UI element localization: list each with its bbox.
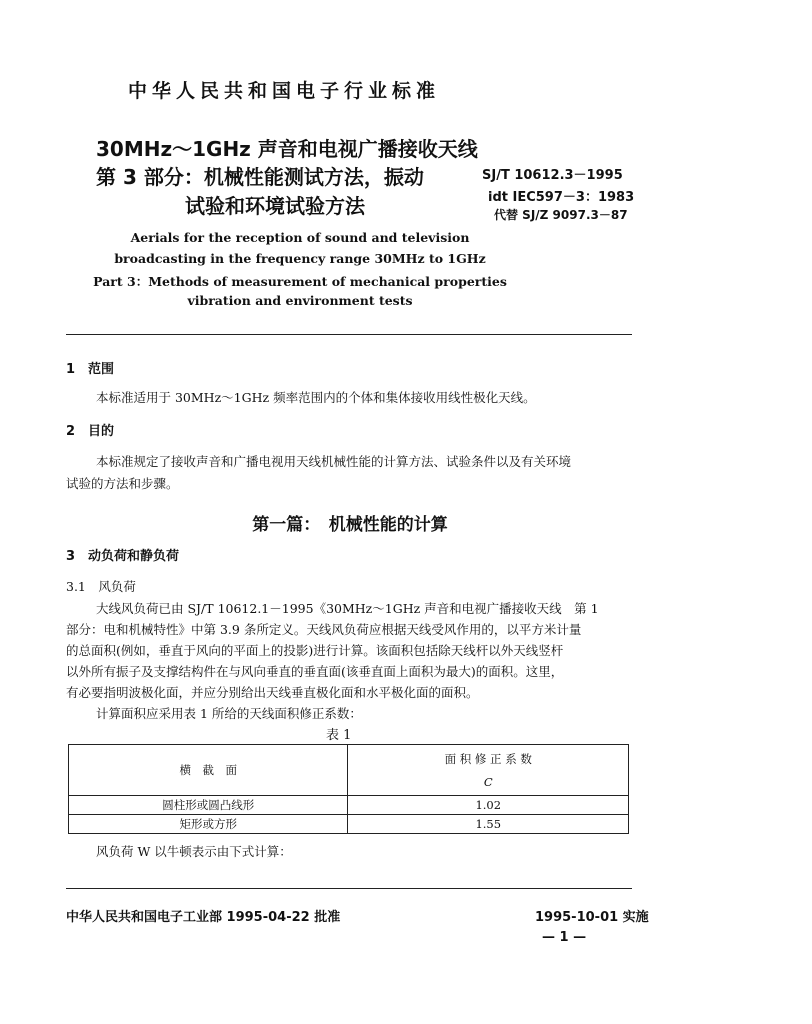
table-cell-coefficient: 1.02 (348, 796, 629, 815)
table-header-cross-section: 横 截 面 (69, 745, 348, 796)
coefficient-symbol: C (483, 775, 493, 789)
section-3-1-paragraph-line-2: 部分：电和机械特性》中第 3.9 条所定义。天线风负荷应根据天线受风作用的，以平方米计量 (66, 622, 582, 637)
page-number: — 1 — (542, 930, 587, 945)
approval-date: 中华人民共和国电子工业部 1995-04-22 批准 (66, 910, 341, 925)
section-3-1-paragraph-line-4: 以外所有振子及支撑结构件在与风向垂直的垂直面(该垂直面上面积为最大)的面积。这里， (66, 664, 564, 679)
table-header-coefficient (348, 745, 629, 796)
english-title-line-1: Aerials for the reception of sound and television (130, 230, 470, 245)
section-1-text: 本标准适用于 30MHz～1GHz 频率范围内的个体和集体接收用线性极化天线。 (96, 390, 536, 405)
section-3-1-paragraph-line-3: 的总面积(例如，垂直于风向的平面上的投影)进行计算。该面积包括除天线杆以外天线竖杆 (66, 643, 564, 658)
section-3-1-paragraph-line-1: 大线风负荷已由 SJ/T 10612.1－1995《30MHz～1GHz 声音和电视广播接收天线 第 1 (96, 601, 599, 616)
section-3-1-heading: 3.1 风负荷 (66, 579, 136, 594)
part-one-title: 第一篇： 机械性能的计算 (252, 515, 448, 535)
issuing-authority-header: 中华人民共和国电子行业标准 (128, 80, 441, 102)
english-title-line-4: vibration and environment tests (187, 293, 413, 308)
table-row (69, 815, 629, 834)
chinese-title-line-3: 试验和环境试验方法 (185, 194, 365, 218)
table-cell-coefficient: 1.55 (348, 815, 629, 834)
iec-equivalence: idt IEC597－3：1983 (488, 190, 635, 205)
effective-date: 1995-10-01 实施 (535, 910, 649, 925)
section-3-1-paragraph-line-6: 计算面积应采用表 1 所给的天线面积修正系数： (96, 706, 362, 721)
table-caption: 表 1 (326, 728, 352, 743)
area-correction-table (68, 744, 629, 834)
header-divider (66, 334, 632, 335)
footer-divider (66, 888, 632, 889)
standard-number: SJ/T 10612.3－1995 (482, 168, 623, 183)
wind-load-formula-intro: 风负荷 W 以牛顿表示由下式计算： (96, 844, 292, 859)
section-3-1-paragraph-line-5: 有必要指明波极化面，并应分别给出天线垂直极化面和水平极化面的面积。 (66, 685, 479, 700)
section-2-text-line-1: 本标准规定了接收声音和广播电视用天线机械性能的计算方法、试验条件以及有关环境 (96, 454, 572, 469)
table-cell-section: 矩形或方形 (69, 815, 348, 834)
table-row (69, 796, 629, 815)
chinese-title-line-1: 30MHz～1GHz 声音和电视广播接收天线 (96, 137, 478, 161)
section-3-heading: 3 动负荷和静负荷 (66, 549, 180, 564)
section-2-heading: 2 目的 (66, 424, 115, 439)
table-cell-section: 圆柱形或圆凸线形 (69, 796, 348, 815)
english-title-line-3: Part 3：Methods of measurement of mechanical properties (93, 274, 507, 289)
coefficient-header-label: 面 积 修 正 系 数 (444, 752, 532, 766)
section-2-text-line-2: 试验的方法和步骤。 (66, 476, 179, 491)
english-title-line-2: broadcasting in the frequency range 30MHz to 1GHz (114, 251, 486, 266)
table-header-row (69, 745, 629, 796)
section-1-heading: 1 范围 (66, 362, 115, 377)
chinese-title-line-2: 第 3 部分：机械性能测试方法，振动 (96, 165, 424, 189)
replaces-standard: 代替 SJ/Z 9097.3－87 (494, 208, 628, 222)
